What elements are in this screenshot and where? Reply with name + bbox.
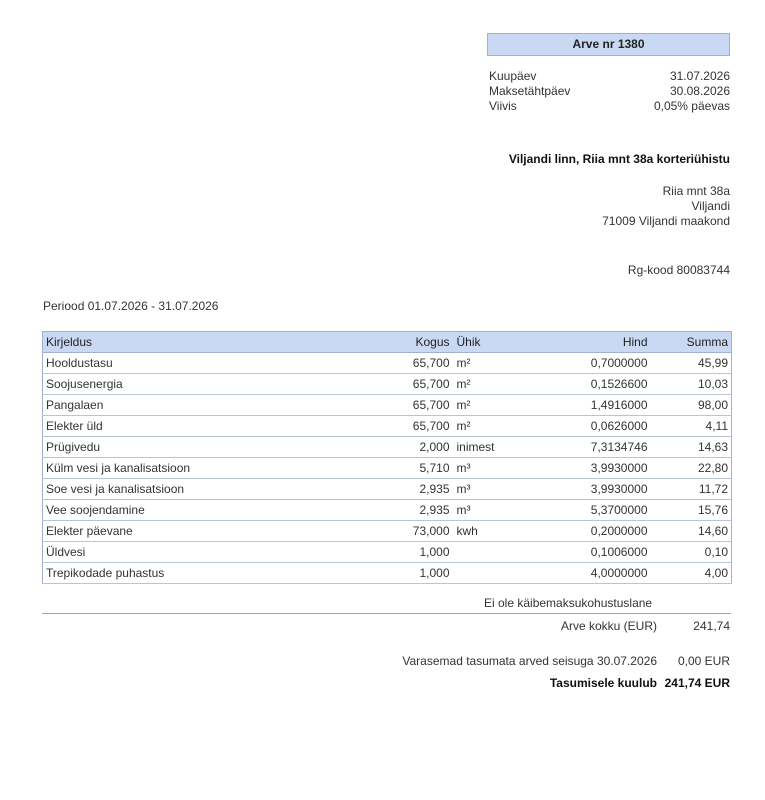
cell-description: Hooldustasu <box>43 353 383 374</box>
cell-price: 7,3134746 <box>533 437 666 458</box>
cell-unit: m² <box>453 395 533 416</box>
cell-price: 0,7000000 <box>533 353 666 374</box>
vat-note: Ei ole käibemaksukohustuslane <box>484 596 653 610</box>
cell-unit: m² <box>453 353 533 374</box>
table-header-row <box>43 332 732 353</box>
due-date-label: Maksetähtpäev <box>489 84 571 98</box>
table-row <box>43 563 732 584</box>
cell-sum: 22,80 <box>666 458 732 479</box>
due-date-row <box>489 84 730 98</box>
cell-unit: m³ <box>453 458 533 479</box>
column-header-price: Hind <box>533 332 666 353</box>
invoice-items-table <box>42 331 732 584</box>
cell-description: Prügivedu <box>43 437 383 458</box>
cell-unit: kwh <box>453 521 533 542</box>
table-row <box>43 458 732 479</box>
cell-description: Vee soojendamine <box>43 500 383 521</box>
penalty-label: Viivis <box>489 99 517 113</box>
due-date-value: 30.08.2026 <box>669 84 730 98</box>
cell-unit: m³ <box>453 479 533 500</box>
table-row <box>43 416 732 437</box>
address-street: Riia mnt 38a <box>662 184 730 198</box>
cell-unit: m³ <box>453 500 533 521</box>
cell-price: 1,4916000 <box>533 395 666 416</box>
column-header-description: Kirjeldus <box>43 332 383 353</box>
cell-sum: 15,76 <box>666 500 732 521</box>
cell-description: Pangalaen <box>43 395 383 416</box>
cell-description: Üldvesi <box>43 542 383 563</box>
address-city: Viljandi <box>691 199 730 213</box>
cell-quantity: 2,000 <box>383 437 453 458</box>
penalty-row <box>489 99 730 113</box>
invoice-date-row <box>489 69 730 83</box>
cell-sum: 4,11 <box>666 416 732 437</box>
cell-price: 0,1526600 <box>533 374 666 395</box>
cell-sum: 14,63 <box>666 437 732 458</box>
invoice-date-value: 31.07.2026 <box>669 69 730 83</box>
cell-description: Elekter üld <box>43 416 383 437</box>
cell-quantity: 65,700 <box>383 353 453 374</box>
table-row <box>43 437 732 458</box>
cell-price: 0,1006000 <box>533 542 666 563</box>
totals-divider <box>42 613 731 614</box>
cell-sum: 0,10 <box>666 542 732 563</box>
invoice-date-label: Kuupäev <box>489 69 537 83</box>
cell-quantity: 1,000 <box>383 542 453 563</box>
penalty-value: 0,05% päevas <box>653 99 730 113</box>
cell-price: 5,3700000 <box>533 500 666 521</box>
cell-unit: m² <box>453 416 533 437</box>
table-row <box>43 542 732 563</box>
invoice-total-value: 241,74 <box>693 619 730 633</box>
cell-unit: inimest <box>453 437 533 458</box>
cell-sum: 10,03 <box>666 374 732 395</box>
cell-quantity: 5,710 <box>383 458 453 479</box>
invoice-title: Arve nr 1380 <box>487 33 730 56</box>
cell-unit <box>453 542 533 563</box>
billing-period: Periood 01.07.2026 - 31.07.2026 <box>43 299 219 313</box>
cell-sum: 98,00 <box>666 395 732 416</box>
column-header-quantity: Kogus <box>383 332 453 353</box>
cell-description: Külm vesi ja kanalisatsioon <box>43 458 383 479</box>
cell-quantity: 73,000 <box>383 521 453 542</box>
cell-price: 0,2000000 <box>533 521 666 542</box>
previous-unpaid-value: 0,00 EUR <box>677 654 730 668</box>
cell-sum: 14,60 <box>666 521 732 542</box>
registry-code: Rg-kood 80083744 <box>627 263 730 277</box>
column-header-unit: Ühik <box>453 332 533 353</box>
cell-price: 3,9930000 <box>533 479 666 500</box>
cell-quantity: 1,000 <box>383 563 453 584</box>
address-postal: 71009 Viljandi maakond <box>602 214 730 228</box>
cell-price: 0,0626000 <box>533 416 666 437</box>
cell-unit: m² <box>453 374 533 395</box>
cell-sum: 45,99 <box>666 353 732 374</box>
cell-quantity: 2,935 <box>383 500 453 521</box>
table-row <box>43 479 732 500</box>
table-row <box>43 395 732 416</box>
invoice-total-label: Arve kokku (EUR) <box>560 619 657 633</box>
cell-quantity: 65,700 <box>383 374 453 395</box>
cell-sum: 11,72 <box>666 479 732 500</box>
cell-description: Soojusenergia <box>43 374 383 395</box>
amount-due-label: Tasumisele kuulub <box>549 676 657 690</box>
cell-price: 4,0000000 <box>533 563 666 584</box>
company-name: Viljandi linn, Riia mnt 38a korteriühistu <box>508 152 730 166</box>
cell-unit <box>453 563 533 584</box>
cell-quantity: 65,700 <box>383 395 453 416</box>
table-row <box>43 500 732 521</box>
cell-quantity: 65,700 <box>383 416 453 437</box>
cell-description: Soe vesi ja kanalisatsioon <box>43 479 383 500</box>
table-row <box>43 521 732 542</box>
cell-price: 3,9930000 <box>533 458 666 479</box>
cell-sum: 4,00 <box>666 563 732 584</box>
amount-due-value: 241,74 EUR <box>664 676 730 690</box>
column-header-sum: Summa <box>666 332 732 353</box>
cell-description: Trepikodade puhastus <box>43 563 383 584</box>
table-row <box>43 353 732 374</box>
cell-description: Elekter päevane <box>43 521 383 542</box>
table-row <box>43 374 732 395</box>
cell-quantity: 2,935 <box>383 479 453 500</box>
previous-unpaid-label: Varasemad tasumata arved seisuga 30.07.2026 <box>402 654 657 668</box>
